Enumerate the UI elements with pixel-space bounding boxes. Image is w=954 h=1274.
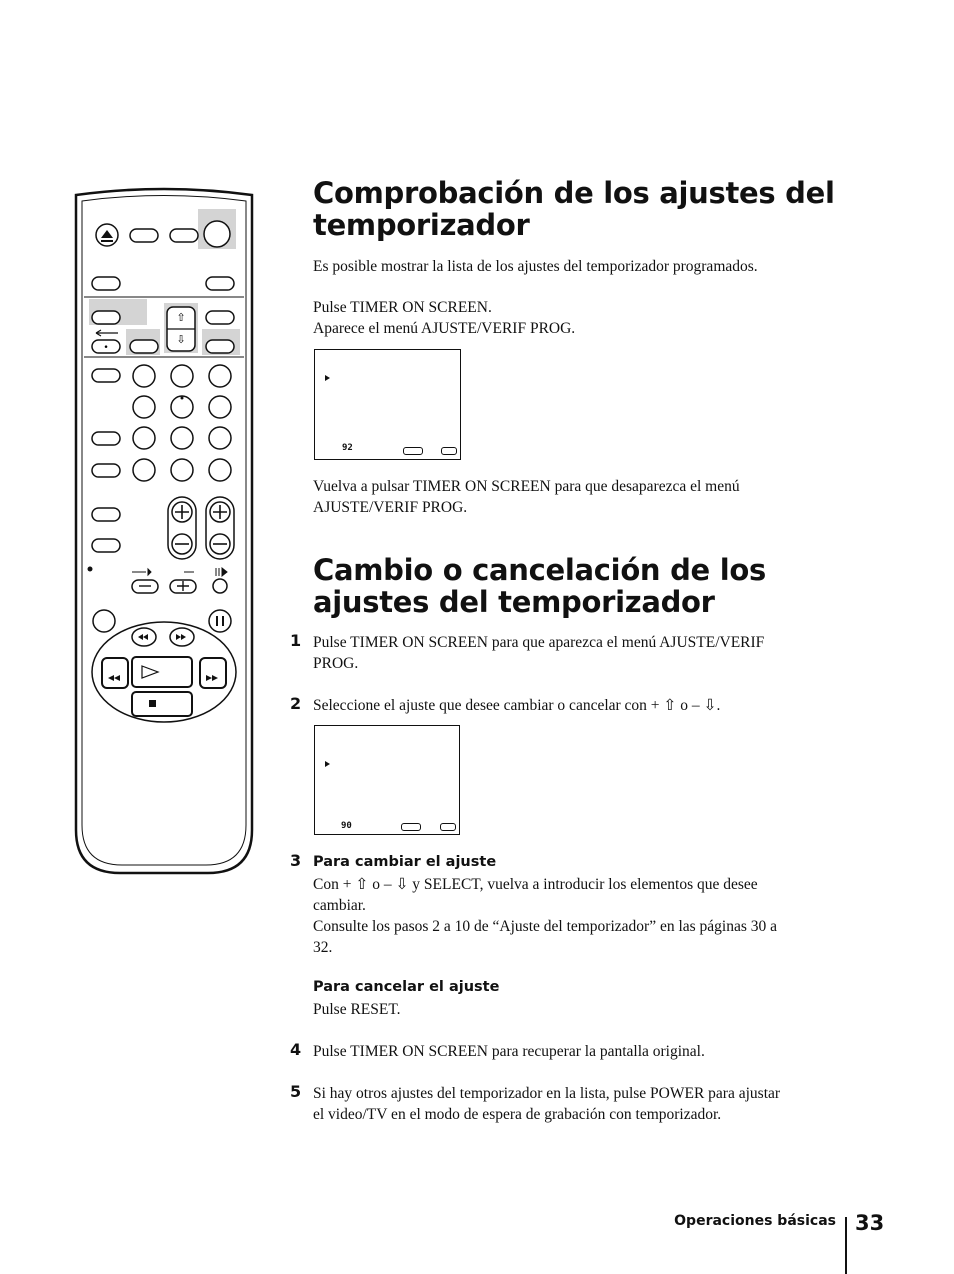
cursor-icon xyxy=(325,761,330,767)
section1-intro: Es posible mostrar la lista de los ajustes del temporizador programados. xyxy=(313,258,758,275)
menu-screen-1 xyxy=(314,349,461,460)
screen1-code: 92 xyxy=(342,443,353,453)
section2-title: Cambio o cancelación de los ajustes del temporizador xyxy=(313,553,766,619)
step-1-number: 1 xyxy=(290,631,302,650)
page-number: 33 xyxy=(855,1211,885,1235)
step-4-text: Pulse TIMER ON SCREEN para recuperar la pantalla original. xyxy=(313,1043,705,1060)
step-3-number: 3 xyxy=(290,851,302,870)
svg-text:⇧: ⇧ xyxy=(176,311,186,324)
step-3-subheading-change: Para cambiar el ajuste xyxy=(313,854,497,870)
step-3-change-text: Con + ⇧ o – ⇩ y SELECT, vuelva a introducir los elementos que desee cambiar. Consulte los pasos 2 a 10 de “Ajuste del temporizador” en las páginas 30 a 32. xyxy=(313,876,778,956)
step-5-number: 5 xyxy=(290,1082,302,1101)
step-1-text: Pulse TIMER ON SCREEN para que aparezca el menú AJUSTE/VERIF PROG. xyxy=(313,634,765,672)
screen2-button-a xyxy=(401,823,421,831)
step-5-text: Si hay otros ajustes del temporizador en la lista, pulse POWER para ajustar el video/TV en el modo de espera de grabación con temporizador. xyxy=(313,1085,781,1123)
remote-control-illustration xyxy=(70,185,258,875)
cursor-icon xyxy=(325,375,330,381)
step-3-cancel-text: Pulse RESET. xyxy=(313,1001,401,1018)
section1-title: Comprobación de los ajustes del temporizador xyxy=(313,176,835,242)
footer-divider xyxy=(845,1217,847,1274)
step-4-number: 4 xyxy=(290,1040,302,1059)
section1-instruction: Pulse TIMER ON SCREEN. Aparece el menú AJUSTE/VERIF PROG. xyxy=(313,299,576,337)
screen1-button-b xyxy=(441,447,457,455)
svg-text:⇩: ⇩ xyxy=(176,333,186,346)
step-2-text: Seleccione el ajuste que desee cambiar o cancelar con + ⇧ o – ⇩. xyxy=(313,697,721,714)
footer-section-label: Operaciones básicas xyxy=(674,1213,836,1229)
section1-after: Vuelva a pulsar TIMER ON SCREEN para que desaparezca el menú AJUSTE/VERIF PROG. xyxy=(313,478,740,516)
step-3-subheading-cancel: Para cancelar el ajuste xyxy=(313,979,500,995)
screen2-code: 90 xyxy=(341,821,352,831)
screen2-button-b xyxy=(440,823,456,831)
screen1-button-a xyxy=(403,447,423,455)
step-2-number: 2 xyxy=(290,694,302,713)
menu-screen-2 xyxy=(314,725,460,835)
svg-text:•: • xyxy=(103,343,109,353)
